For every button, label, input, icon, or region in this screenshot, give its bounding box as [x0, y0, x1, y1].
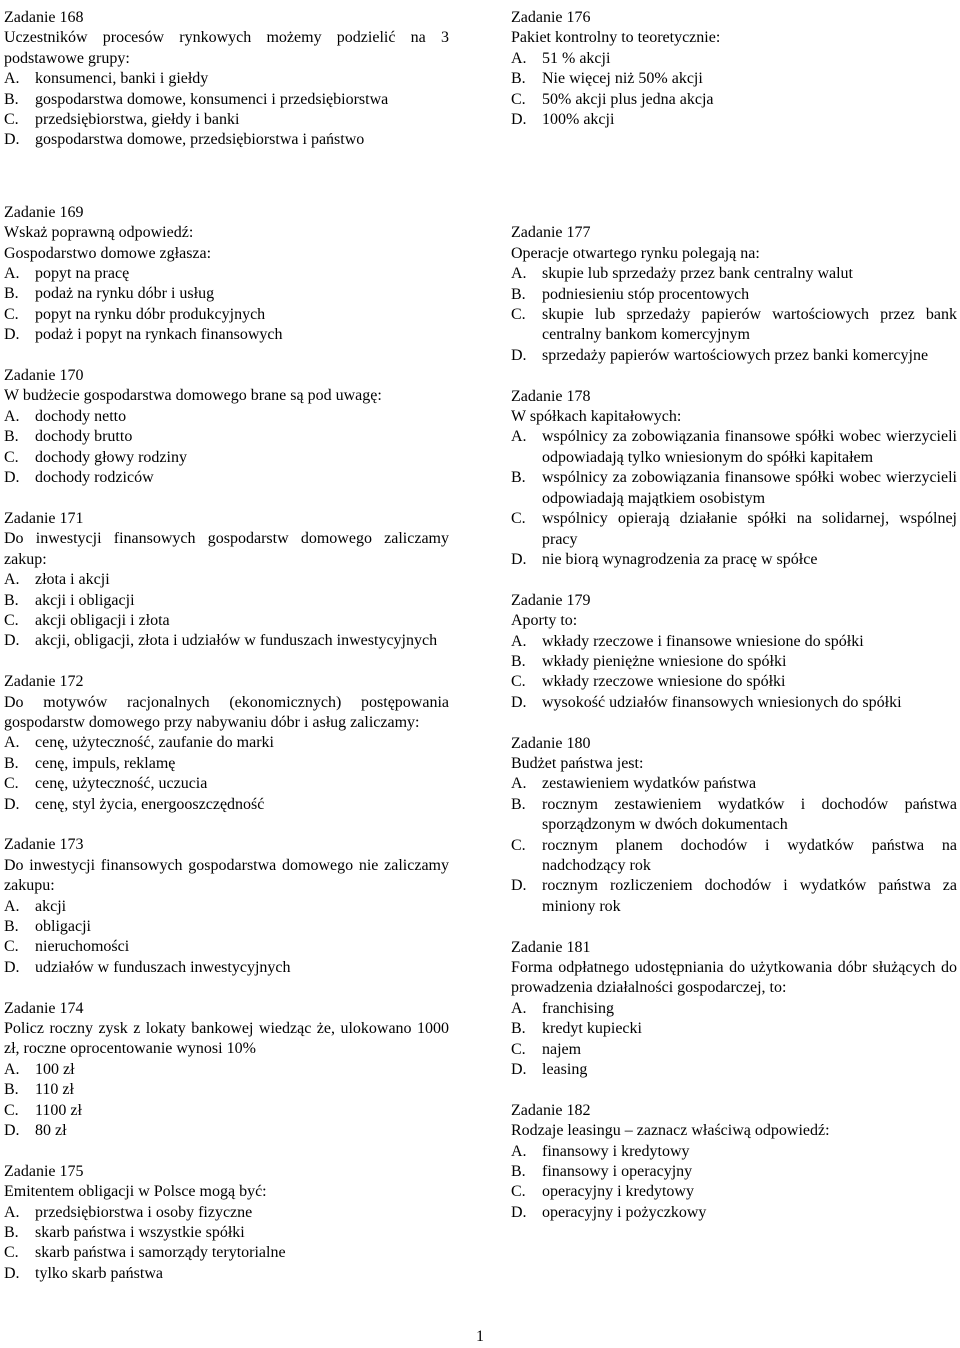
- option-text: akcji, obligacji, złota i udziałów w funduszach inwestycyjnych: [35, 632, 438, 650]
- answer-option: [4, 264, 449, 284]
- option-letter: C.: [511, 1040, 526, 1058]
- option-text: akcji obligacji i złota: [35, 611, 170, 629]
- option-text: cenę, użyteczność, uczucia: [35, 775, 208, 793]
- question-block: [4, 366, 449, 488]
- question-block: [4, 835, 449, 978]
- option-text: cenę, impuls, reklamę: [35, 754, 176, 772]
- question-block: [511, 938, 957, 1081]
- answer-option: [511, 876, 957, 917]
- option-letter: D.: [4, 1122, 20, 1140]
- option-letter: A.: [511, 49, 527, 67]
- question-block: [511, 1101, 957, 1223]
- option-letter: B.: [4, 428, 19, 446]
- option-letter: C.: [511, 673, 526, 691]
- option-letter: B.: [511, 652, 526, 670]
- option-text: cenę, użyteczność, zaufanie do marki: [35, 734, 274, 752]
- option-letter: B.: [4, 754, 19, 772]
- option-letter: B.: [4, 1224, 19, 1242]
- question-title: Zadanie 169: [4, 203, 84, 221]
- option-letter: C.: [4, 938, 19, 956]
- option-letter: A.: [511, 428, 527, 446]
- option-letter: D.: [4, 131, 20, 149]
- option-letter: C.: [511, 1183, 526, 1201]
- option-text: 100% akcji: [542, 111, 615, 129]
- option-letter: B.: [4, 918, 19, 935]
- question-prompt: Do inwestycji finansowych gospodarstw domowego zaliczamy zakup:: [4, 530, 449, 568]
- question-prompt: Do inwestycji finansowych gospodarstwa domowego nie zaliczamy zakupu:: [4, 856, 449, 895]
- option-letter: A.: [4, 407, 20, 425]
- answer-option: [4, 917, 449, 937]
- answer-option: [4, 305, 449, 325]
- option-letter: B.: [4, 1081, 19, 1099]
- option-text: operacyjny i kredytowy: [542, 1183, 694, 1201]
- spacer: [511, 1080, 957, 1100]
- answer-option: [511, 69, 957, 89]
- option-letter: D.: [4, 958, 20, 976]
- question-prompt: Do motywów racjonalnych (ekonomicznych) postępowania gospodarstw domowego przy nabywaniu dóbr i asług zaliczamy:: [4, 693, 449, 731]
- question-block: [4, 999, 449, 1142]
- option-text: akcji: [35, 897, 67, 915]
- option-text: skupie lub sprzedaży przez bank centralny walut: [542, 265, 853, 283]
- option-text: akcji i obligacji: [35, 591, 135, 609]
- option-text: 50% akcji plus jedna akcja: [542, 90, 714, 108]
- question-title: Zadanie 180: [511, 734, 591, 752]
- option-letter: C.: [511, 510, 526, 528]
- answer-option: [4, 897, 449, 917]
- answer-option: [4, 631, 449, 651]
- spacer: [4, 815, 449, 835]
- answer-option: [4, 325, 449, 345]
- option-text: dochody brutto: [35, 428, 133, 446]
- answer-option: [4, 733, 449, 753]
- spacer: [511, 366, 957, 386]
- question-prompt: Wskaż poprawną odpowiedź:: [4, 224, 194, 242]
- option-letter: A.: [4, 571, 20, 589]
- answer-option: [511, 836, 957, 877]
- question-title: Zadanie 170: [4, 367, 84, 385]
- option-text: skarb państwa i wszystkie spółki: [35, 1224, 245, 1242]
- question-title: Zadanie 182: [511, 1101, 591, 1119]
- option-text: nieruchomości: [35, 938, 130, 956]
- right-column: [511, 8, 957, 1223]
- answer-option: [511, 550, 957, 570]
- spacer: [4, 151, 449, 203]
- answer-option: [511, 90, 957, 110]
- answer-option: [511, 1040, 957, 1060]
- answer-option: [511, 305, 957, 346]
- option-text: wspólnicy za zobowiązania finansowe spółki wobec wierzycieli odpowiadają majątkiem osobistym: [542, 469, 957, 507]
- option-letter: D.: [4, 326, 20, 344]
- left-column: [4, 8, 449, 1284]
- option-letter: A.: [4, 734, 20, 752]
- option-text: 100 zł: [35, 1060, 75, 1078]
- option-letter: C.: [4, 611, 19, 629]
- option-text: gospodarstwa domowe, przedsiębiorstwa i państwo: [35, 131, 365, 149]
- option-letter: C.: [4, 1244, 19, 1262]
- answer-option: [4, 69, 449, 89]
- option-text: dochody głowy rodziny: [35, 448, 187, 466]
- question-block: [4, 203, 449, 346]
- option-letter: D.: [4, 469, 20, 487]
- answer-option: [511, 110, 957, 130]
- option-letter: C.: [4, 775, 19, 793]
- answer-option: [511, 1203, 957, 1223]
- question-prompt: Budżet państwa jest:: [511, 754, 644, 772]
- answer-option: [4, 1203, 449, 1223]
- question-title: Zadanie 175: [4, 1162, 84, 1180]
- option-letter: D.: [4, 795, 20, 813]
- option-text: leasing: [542, 1061, 588, 1079]
- answer-option: [511, 1060, 957, 1080]
- answer-option: [511, 672, 957, 692]
- question-prompt: Forma odpłatnego udostępniania do użytkowania dóbr służących do prowadzenia działalności gospodarczej, to:: [511, 959, 957, 997]
- option-letter: D.: [511, 346, 527, 364]
- question-block: [4, 672, 449, 815]
- answer-option: [4, 427, 449, 447]
- answer-option: [4, 1121, 449, 1141]
- answer-option: [511, 427, 957, 468]
- option-letter: B.: [511, 1020, 526, 1038]
- option-text: wspólnicy opierają działanie spółki na solidarnej, wspólnej pracy: [542, 510, 957, 548]
- spacer: [511, 917, 957, 937]
- spacer: [511, 713, 957, 733]
- option-letter: B.: [511, 795, 526, 813]
- question-title: Zadanie 172: [4, 673, 84, 691]
- option-text: wspólnicy za zobowiązania finansowe spółki wobec wierzycieli odpowiadają tylko wniesionym do spółki kapitałem: [542, 428, 957, 466]
- answer-option: [511, 509, 957, 550]
- option-text: wkłady pieniężne wniesione do spółki: [542, 652, 787, 670]
- answer-option: [4, 468, 449, 488]
- option-letter: A.: [4, 265, 20, 283]
- answer-option: [511, 999, 957, 1019]
- option-letter: B.: [511, 285, 526, 303]
- answer-option: [511, 774, 957, 794]
- answer-option: [4, 958, 449, 978]
- option-text: nie biorą wynagrodzenia za pracę w spółce: [542, 550, 818, 568]
- question-prompt: Policz roczny zysk z lokaty bankowej wiedząc że, ulokowano 1000 zł, roczne oprocentowanie wynosi 10%: [4, 1020, 449, 1058]
- option-text: podniesieniu stóp procentowych: [542, 285, 750, 303]
- option-text: gospodarstwa domowe, konsumenci i przedsiębiorstwa: [35, 90, 389, 108]
- answer-option: [4, 591, 449, 611]
- spacer: [4, 652, 449, 672]
- option-text: sprzedaży papierów wartościowych przez banki komercyjne: [542, 346, 929, 364]
- answer-option: [4, 795, 449, 815]
- option-letter: A.: [4, 1060, 20, 1078]
- option-text: złota i akcji: [35, 571, 110, 589]
- question-block: [511, 387, 957, 571]
- spacer: [511, 570, 957, 590]
- answer-option: [4, 1264, 449, 1284]
- option-text: dochody netto: [35, 407, 127, 425]
- answer-option: [4, 1080, 449, 1100]
- option-text: 110 zł: [35, 1081, 74, 1099]
- option-text: rocznym rozliczeniem dochodów i wydatków państwa za miniony rok: [542, 877, 957, 915]
- option-text: finansowy i kredytowy: [542, 1142, 690, 1160]
- answer-option: [4, 1223, 449, 1243]
- option-letter: A.: [4, 1203, 20, 1221]
- question-title: Zadanie 174: [4, 999, 84, 1017]
- answer-option: [4, 1243, 449, 1263]
- answer-option: [511, 1019, 957, 1039]
- answer-option: [511, 795, 957, 836]
- option-text: obligacji: [35, 918, 91, 935]
- option-letter: C.: [511, 306, 526, 324]
- answer-option: [4, 1060, 449, 1080]
- option-text: przedsiębiorstwa, giełdy i banki: [35, 111, 240, 129]
- spacer: [4, 1141, 449, 1161]
- spacer: [511, 130, 957, 223]
- option-text: rocznym planem dochodów i wydatków państwa na nadchodzący rok: [542, 836, 957, 874]
- option-letter: D.: [4, 1264, 20, 1282]
- option-text: skarb państwa i samorządy terytorialne: [35, 1244, 286, 1262]
- question-block: [511, 734, 957, 918]
- option-letter: A.: [4, 70, 20, 88]
- option-text: wkłady rzeczowe wniesione do spółki: [542, 673, 786, 691]
- option-letter: B.: [511, 469, 526, 487]
- question-title: Zadanie 179: [511, 591, 591, 609]
- option-text: zestawieniem wydatków państwa: [542, 775, 757, 793]
- answer-option: [4, 611, 449, 631]
- question-title: Zadanie 171: [4, 509, 84, 527]
- question-block: [4, 509, 449, 652]
- answer-option: [4, 130, 449, 150]
- option-text: 1100 zł: [35, 1101, 82, 1119]
- option-letter: B.: [511, 70, 526, 88]
- option-text: 51 % akcji: [542, 49, 611, 67]
- option-letter: C.: [511, 836, 526, 854]
- question-title: Zadanie 168: [4, 9, 84, 26]
- answer-option: [511, 1162, 957, 1182]
- option-text: dochody rodziców: [35, 469, 154, 487]
- answer-option: [4, 774, 449, 794]
- answer-option: [511, 346, 957, 366]
- option-letter: B.: [4, 90, 19, 108]
- spacer: [4, 489, 449, 509]
- answer-option: [4, 407, 449, 427]
- page-number: 1: [476, 1328, 484, 1345]
- question-prompt: Emitentem obligacji w Polsce mogą być:: [4, 1183, 267, 1201]
- option-text: cenę, styl życia, energooszczędność: [35, 795, 265, 813]
- option-letter: A.: [511, 999, 527, 1017]
- option-text: podaż na rynku dóbr i usług: [35, 285, 215, 303]
- question-prompt: Gospodarstwo domowe zgłasza:: [4, 244, 212, 262]
- spacer: [4, 978, 449, 998]
- option-text: 80 zł: [35, 1122, 67, 1140]
- question-prompt: Rodzaje leasingu – zaznacz właściwą odpowiedź:: [511, 1122, 830, 1140]
- question-title: Zadanie 181: [511, 938, 591, 956]
- answer-option: [4, 284, 449, 304]
- option-text: operacyjny i pożyczkowy: [542, 1203, 707, 1221]
- question-title: Zadanie 178: [511, 387, 591, 405]
- option-letter: C.: [4, 111, 19, 129]
- answer-option: [4, 110, 449, 130]
- option-text: przedsiębiorstwa i osoby fizyczne: [35, 1203, 253, 1221]
- answer-option: [511, 1142, 957, 1162]
- answer-option: [511, 693, 957, 713]
- question-prompt: Uczestników procesów rynkowych możemy podzielić na 3 podstawowe grupy:: [4, 29, 449, 67]
- answer-option: [511, 652, 957, 672]
- option-letter: C.: [4, 305, 19, 323]
- question-title: Zadanie 177: [511, 224, 591, 242]
- spacer: [4, 346, 449, 366]
- question-title: Zadanie 173: [4, 836, 84, 854]
- option-text: podaż i popyt na rynkach finansowych: [35, 326, 283, 344]
- question-block: [511, 591, 957, 713]
- option-letter: D.: [511, 111, 527, 129]
- answer-option: [4, 754, 449, 774]
- option-text: rocznym zestawieniem wydatków i dochodów państwa sporządzonym w dwóch dokumentach: [542, 795, 957, 834]
- answer-option: [511, 49, 957, 69]
- option-letter: A.: [511, 1142, 527, 1160]
- option-text: skupie lub sprzedaży papierów wartościowych przez bank centralny bankom komercyjnym: [542, 306, 957, 344]
- option-text: najem: [542, 1040, 582, 1058]
- option-letter: D.: [511, 550, 527, 568]
- answer-option: [511, 1182, 957, 1202]
- option-text: Nie więcej niż 50% akcji: [542, 70, 703, 88]
- answer-option: [511, 632, 957, 652]
- option-letter: D.: [511, 877, 527, 895]
- question-prompt: W spółkach kapitałowych:: [511, 408, 682, 426]
- answer-option: [4, 1101, 449, 1121]
- option-text: popyt na pracę: [35, 265, 130, 283]
- answer-option: [4, 90, 449, 110]
- option-text: tylko skarb państwa: [35, 1264, 163, 1282]
- option-letter: D.: [511, 1061, 527, 1079]
- question-title: Zadanie 176: [511, 9, 591, 26]
- question-block: [4, 1162, 449, 1284]
- question-block: [511, 223, 957, 366]
- option-letter: A.: [4, 897, 20, 915]
- option-text: kredyt kupiecki: [542, 1020, 642, 1038]
- option-text: wysokość udziałów finansowych wniesionych do spółki: [542, 693, 902, 711]
- question-prompt: Pakiet kontrolny to teoretycznie:: [511, 29, 721, 47]
- option-letter: A.: [511, 265, 527, 283]
- option-text: popyt na rynku dóbr produkcyjnych: [35, 305, 266, 323]
- question-prompt: Aporty to:: [511, 612, 578, 630]
- option-letter: C.: [4, 448, 19, 466]
- question-prompt: W budżecie gospodarstwa domowego brane są pod uwagę:: [4, 387, 382, 405]
- answer-option: [4, 937, 449, 957]
- option-letter: D.: [511, 693, 527, 711]
- option-letter: A.: [511, 632, 527, 650]
- answer-option: [511, 285, 957, 305]
- option-letter: A.: [511, 775, 527, 793]
- option-letter: C.: [511, 90, 526, 108]
- option-text: finansowy i operacyjny: [542, 1163, 693, 1181]
- option-text: konsumenci, banki i giełdy: [35, 70, 209, 88]
- answer-option: [4, 448, 449, 468]
- option-letter: D.: [4, 632, 20, 650]
- question-block: [511, 8, 957, 130]
- option-letter: B.: [4, 285, 19, 303]
- option-text: franchising: [542, 999, 614, 1017]
- question-block: [4, 8, 449, 151]
- answer-option: [511, 264, 957, 284]
- option-text: wkłady rzeczowe i finansowe wniesione do spółki: [542, 632, 864, 650]
- option-text: udziałów w funduszach inwestycyjnych: [35, 958, 291, 976]
- option-letter: B.: [511, 1163, 526, 1181]
- option-letter: D.: [511, 1203, 527, 1221]
- question-prompt: Operacje otwartego rynku polegają na:: [511, 244, 760, 262]
- option-letter: B.: [4, 591, 19, 609]
- answer-option: [511, 468, 957, 509]
- option-letter: C.: [4, 1101, 19, 1119]
- answer-option: [4, 570, 449, 590]
